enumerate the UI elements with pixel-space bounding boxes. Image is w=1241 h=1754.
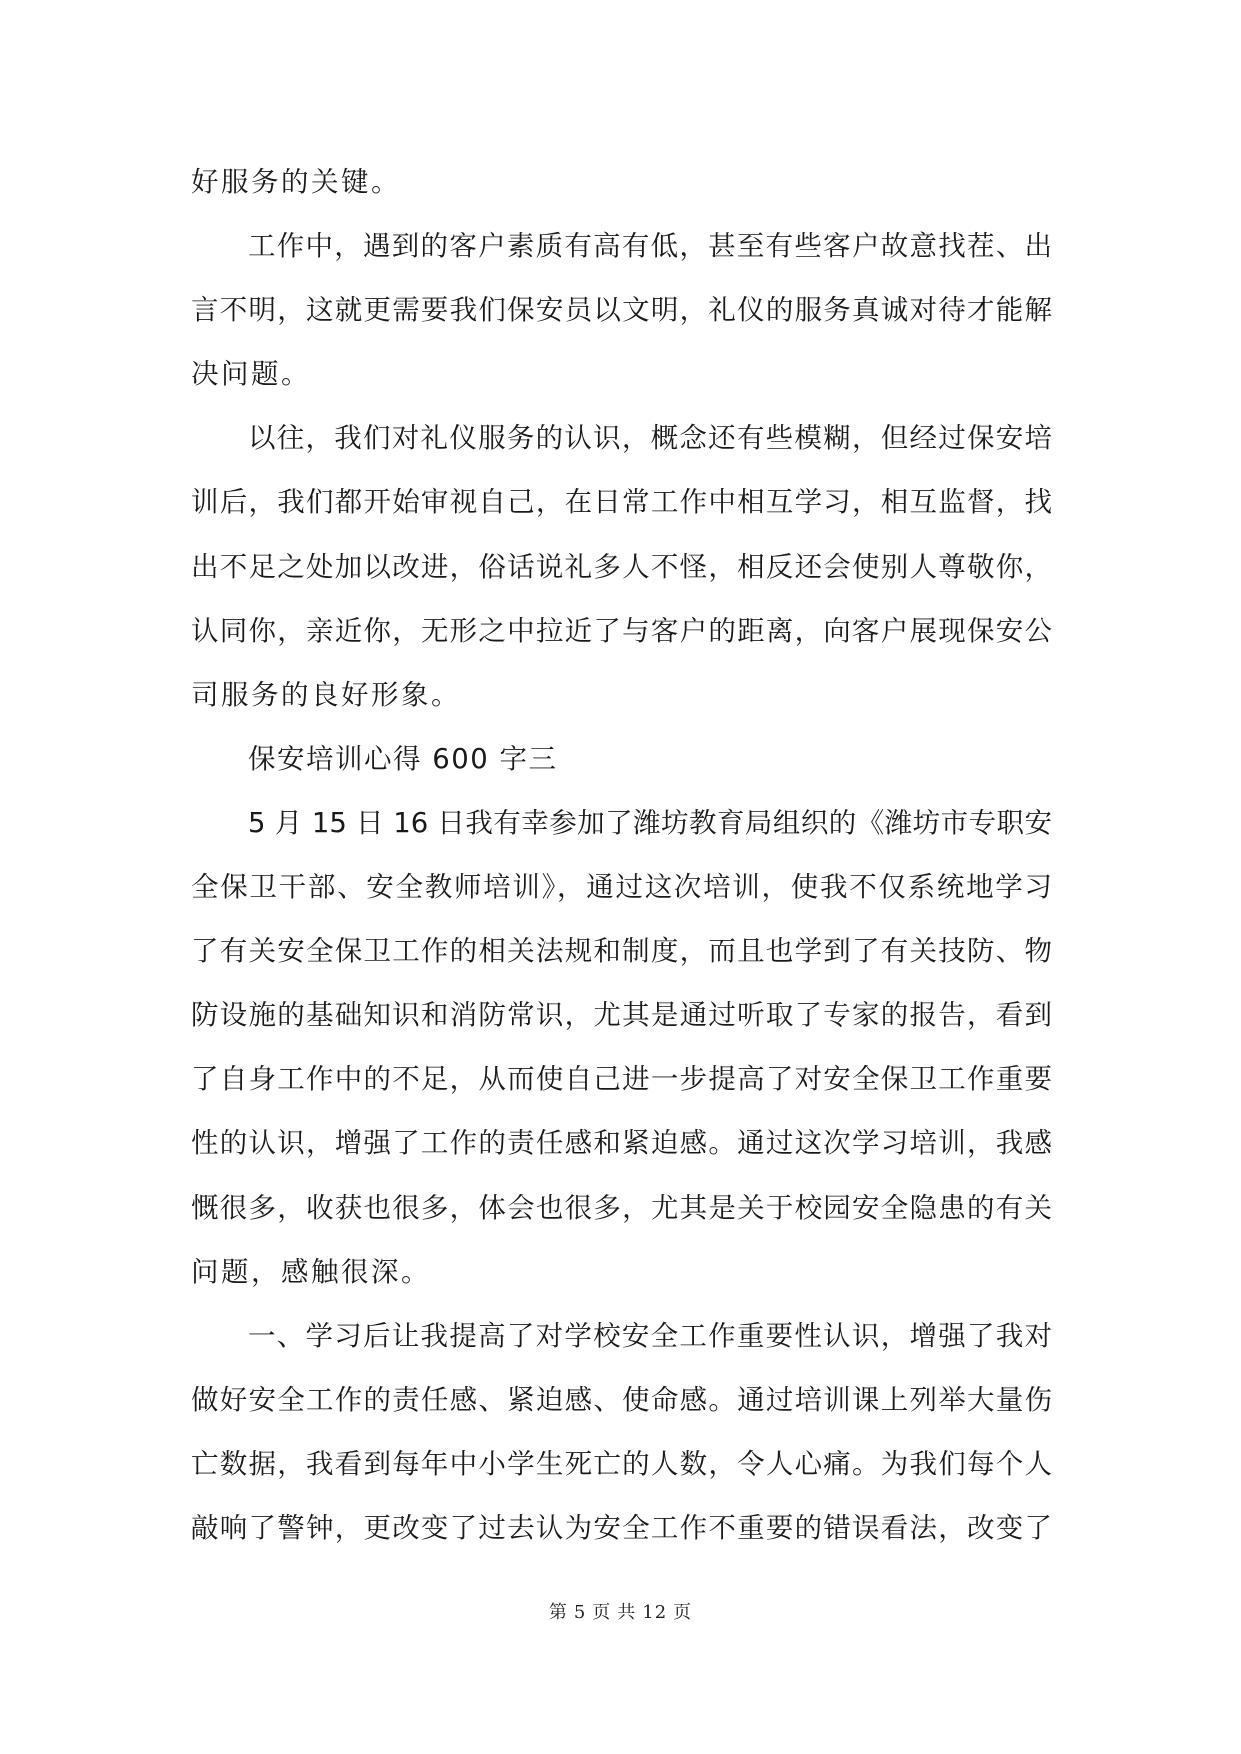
paragraph-first-line: 一、学习后让我提高了对学校安全工作重要性认识，增强了我对: [248, 1319, 1052, 1352]
paragraph-first-line: 工作中，遇到的客户素质有高有低，甚至有些客户故意找茬、出: [248, 230, 1052, 263]
footer-page-word: 页: [592, 1602, 612, 1623]
page-footer: [0, 1598, 1241, 1624]
text-line: 认同你，亲近你，无形之中拉近了与客户的距离，向客户展现保安公: [191, 614, 1052, 647]
current-page-number: 5: [573, 1602, 587, 1623]
text-line: 慨很多，收获也很多，体会也很多，尤其是关于校园安全隐患的有关: [191, 1191, 1052, 1224]
text-line: 言不明，这就更需要我们保安员以文明，礼仪的服务真诚对待才能解: [191, 294, 1052, 327]
text-line: 问题，感触很深。: [191, 1255, 431, 1288]
text-line: 好服务的关键。: [191, 166, 401, 198]
paragraph-first-line: 以往，我们对礼仪服务的认识，概念还有些模糊，但经过保安培: [248, 422, 1052, 455]
text-line: 性的认识，增强了工作的责任感和紧迫感。通过这次学习培训，我感: [191, 1127, 1052, 1160]
text-line: 做好安全工作的责任感、紧迫感、使命感。通过培训课上列举大量伤: [191, 1383, 1052, 1416]
text-line: 敲响了警钟，更改变了过去认为安全工作不重要的错误看法，改变了: [191, 1511, 1052, 1544]
document-body: [191, 150, 1052, 1560]
footer-prefix: 第: [548, 1602, 568, 1623]
text-line: 了有关安全保卫工作的相关法规和制度，而且也学到了有关技防、物: [191, 935, 1052, 968]
text-line: 出不足之处加以改进，俗话说礼多人不怪，相反还会使别人尊敬你，: [191, 550, 1052, 583]
total-pages-number: 12: [642, 1602, 668, 1623]
text-line: 防设施的基础知识和消防常识，尤其是通过听取了专家的报告，看到: [191, 999, 1052, 1032]
text-line: 训后，我们都开始审视自己，在日常工作中相互学习，相互监督，找: [191, 486, 1052, 519]
paragraph-first-line: 5 月 15 日 16 日我有幸参加了潍坊教育局组织的《潍坊市专职安: [248, 806, 1052, 839]
text-line: 全保卫干部、安全教师培训》，通过这次培训，使我不仅系统地学习: [191, 871, 1052, 904]
text-line: 了自身工作中的不足，从而使自己进一步提高了对安全保卫工作重要: [191, 1063, 1052, 1096]
text-line: 决问题。: [191, 358, 311, 391]
footer-suffix: 页: [673, 1602, 693, 1623]
section-heading: 保安培训心得 600 字三: [248, 742, 558, 775]
text-line: 司服务的良好形象。: [191, 678, 461, 711]
footer-total-prefix: 共: [617, 1602, 637, 1623]
text-line: 亡数据，我看到每年中小学生死亡的人数，令人心痛。为我们每个人: [191, 1447, 1052, 1480]
